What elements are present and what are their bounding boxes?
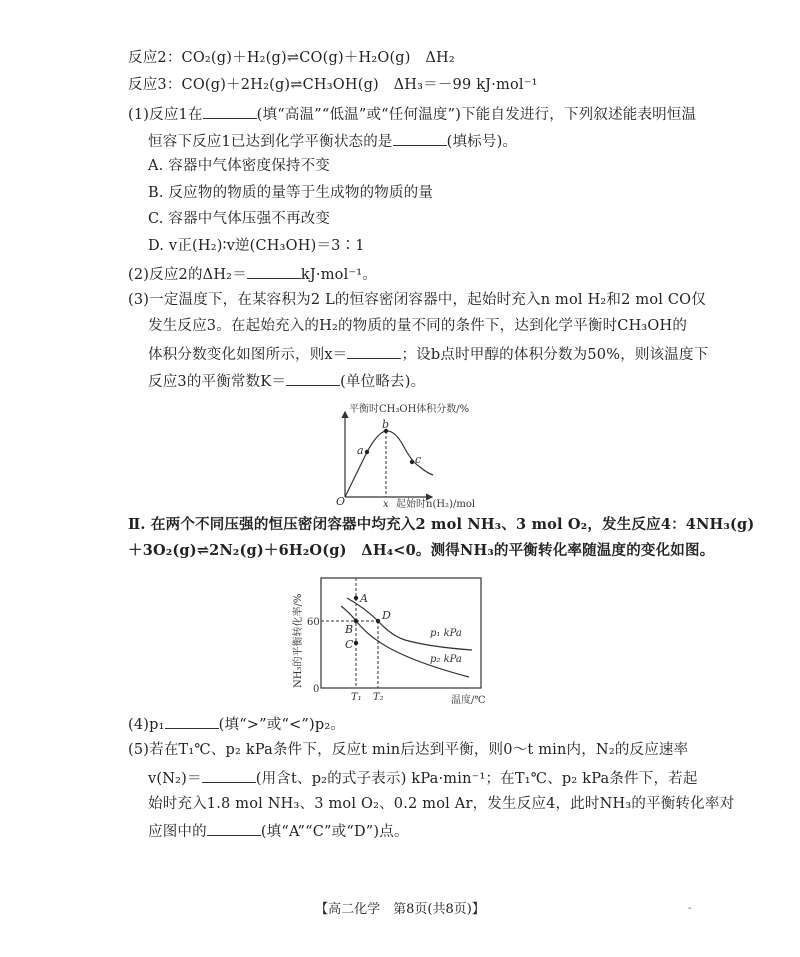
series-p2-label: p₂ kPa xyxy=(430,654,462,665)
text: v(N₂)＝ xyxy=(148,771,202,787)
text: 恒容下反应1已达到化学平衡状态的是 xyxy=(148,134,393,150)
x-axis-label: 温度/℃ xyxy=(451,695,486,706)
point-D xyxy=(376,619,380,623)
x-tick-t1: T₁ xyxy=(351,692,362,703)
series-p1-label: p₁ kPa xyxy=(430,628,462,639)
text: (1)反应1在 xyxy=(128,107,203,123)
p1-curve xyxy=(347,598,472,650)
x-tick-t2: T₂ xyxy=(373,692,384,703)
text: (3)一定温度下，在某容积为2 L的恒容密闭容器中，起始时充入n mol H₂和2 mol CO仅 xyxy=(128,292,706,308)
page-footer: 【高二化学 第8页(共8页)】 xyxy=(315,902,485,917)
point-B xyxy=(354,619,358,623)
text: Ⅱ. 在两个不同压强的恒压密闭容器中均充入2 mol NH₃、3 mol O₂，发生反应4：4NH₃(g) xyxy=(128,516,755,533)
text: C. 容器中气体压强不再改变 xyxy=(148,211,331,227)
y-tick-0: 0 xyxy=(313,684,320,695)
text: (用含t、p₂的式子表示) kPa·min⁻¹；在T₁℃、p₂ kPa条件下，若起 xyxy=(255,771,698,787)
text: (填“高温”“低温”或“任何温度”)下能自发进行，下列叙述能表明恒温 xyxy=(256,107,697,123)
text: 发生反应3。在起始充入的H₂的物质的量不同的条件下，达到化学平衡时CH₃OH的 xyxy=(148,318,688,334)
point-c-label: c xyxy=(415,453,422,466)
text: (2)反应2的ΔH₂＝ xyxy=(128,267,247,283)
point-A xyxy=(354,596,358,600)
text: 应图中的 xyxy=(148,824,207,840)
figure-2-nh3-conversion xyxy=(291,578,486,706)
text: (5)若在T₁℃、p₂ kPa条件下，反应t min后达到平衡，则0～t min内，N₂的反应速率 xyxy=(128,742,689,758)
point-a xyxy=(365,450,369,454)
x-axis-label: 起始时n(H₂)/mol xyxy=(396,499,476,510)
text: A. 容器中气体密度保持不变 xyxy=(148,158,330,174)
text: B. 反应物的物质的量等于生成物的物质的量 xyxy=(148,185,434,201)
text: 反应2：CO₂(g)＋H₂(g)⇌CO(g)＋H₂O(g) ΔH₂ xyxy=(128,50,455,66)
text: (单位略去)。 xyxy=(340,374,426,390)
y-axis-label: 平衡时CH₃OH体积分数/% xyxy=(349,404,470,415)
text: (填标号)。 xyxy=(446,134,518,150)
figure-1-methanol-fraction xyxy=(336,402,475,510)
point-c xyxy=(410,460,414,464)
y-tick-60: 60 xyxy=(307,617,320,628)
point-C xyxy=(354,641,358,645)
point-A-label: A xyxy=(360,592,368,605)
text: ＋3O₂(g)⇌2N₂(g)＋6H₂O(g) ΔH₄<0。测得NH₃的平衡转化率随温度的变化如图。 xyxy=(128,542,715,559)
point-B-label: B xyxy=(345,623,354,636)
text: 始时充入1.8 mol NH₃、3 mol O₂、0.2 mol Ar，发生反应4，此时NH₃的平衡转化率对 xyxy=(148,796,735,812)
y-axis-label: NH₃的平衡转化率/% xyxy=(293,593,304,688)
corner-mark: - xyxy=(688,903,692,914)
text: (填“>”或“<”)p₂。 xyxy=(218,717,346,733)
point-C-label: C xyxy=(345,638,354,651)
text: 体积分数变化如图所示，则x＝ xyxy=(148,347,348,363)
text: 反应3的平衡常数K＝ xyxy=(148,374,287,390)
point-D-label: D xyxy=(382,609,391,622)
text: kJ·mol⁻¹。 xyxy=(300,267,377,283)
text: (填“A”“C”或“D”)点。 xyxy=(260,824,409,840)
text: 反应3：CO(g)＋2H₂(g)⇌CH₃OH(g) ΔH₃＝－99 kJ·mol⁻¹ xyxy=(128,77,538,93)
point-a-label: a xyxy=(357,444,364,457)
text: (4)p₁ xyxy=(128,717,165,733)
origin-label: O xyxy=(336,495,346,508)
x-tick-label: x xyxy=(383,499,389,510)
point-b-label: b xyxy=(382,418,390,431)
text: D. v正(H₂)∶v逆(CH₃OH)＝3∶1 xyxy=(148,238,365,254)
p2-curve xyxy=(341,606,469,677)
text: ；设b点时甲醇的体积分数为50%，则该温度下 xyxy=(401,347,709,363)
